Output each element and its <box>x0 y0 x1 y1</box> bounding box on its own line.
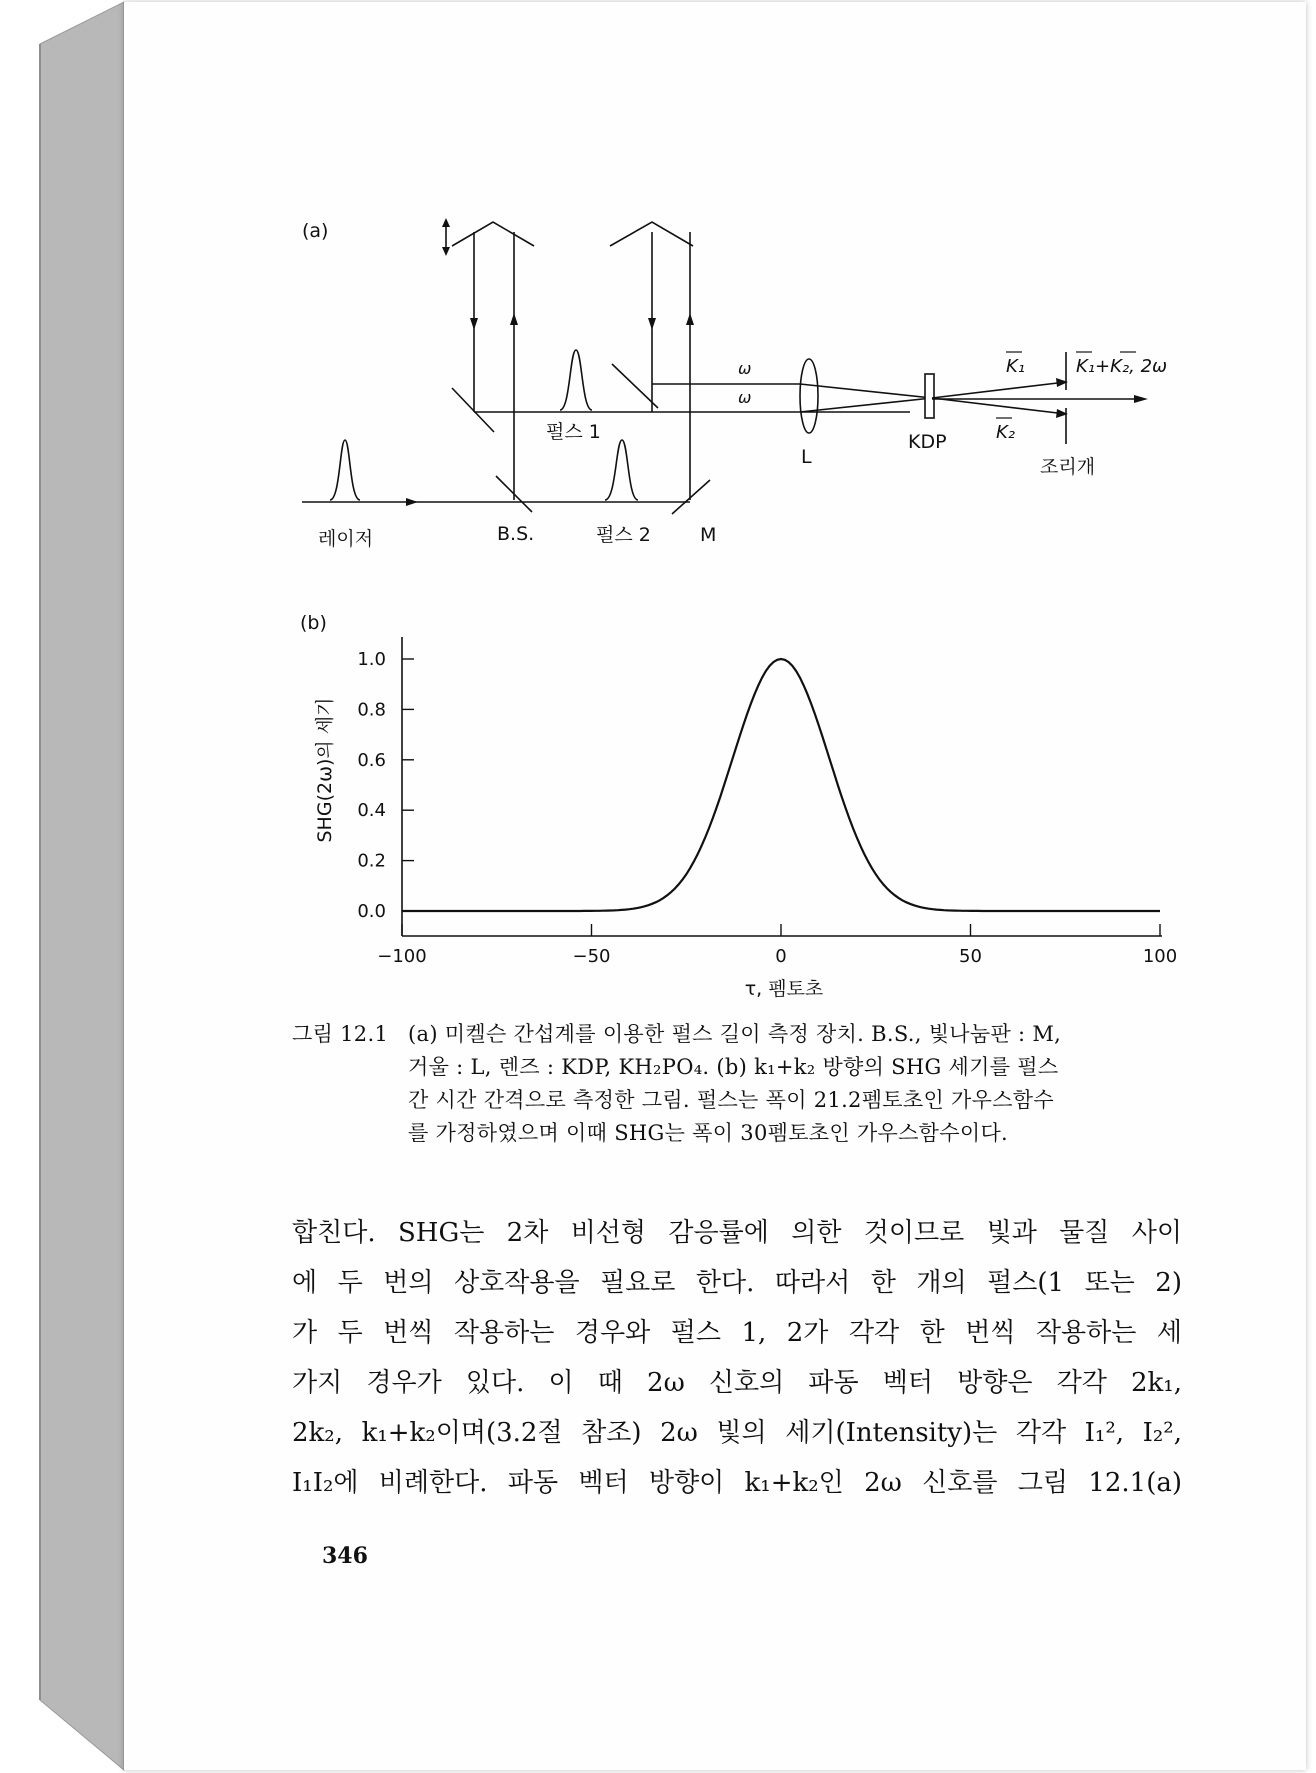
caption-line: (a) 미켈슨 간섭계를 이용한 펄스 길이 측정 장치. B.S., 빛나눔판 : M, <box>408 1022 1062 1046</box>
omega-bottom-label: ω <box>738 388 752 407</box>
lens <box>800 359 818 433</box>
page-number: 346 <box>322 1543 368 1569</box>
body-line: 가 두 번씩 작용하는 경우와 펄스 1, 2가 각각 한 번씩 작용하는 세 <box>292 1318 1182 1348</box>
y-tick-label: 0.8 <box>357 699 386 721</box>
k2-label: K₂ <box>996 422 1016 443</box>
caption-line: 간 시간 간격으로 측정한 그림. 펄스는 폭이 21.2펨토초인 가우스함수 <box>408 1088 1054 1112</box>
laser-label: 레이저 <box>318 528 374 550</box>
caption-line: 를 가정하였으며 이때 SHG는 폭이 30펨토초인 가우스함수이다. <box>408 1121 1008 1145</box>
mirror-m-label: M <box>700 524 717 546</box>
caption-line: 거울 : L, 렌즈 : KDP, KH₂PO₄. (b) k₁+k₂ 방향의 SHG 세기를 펄스 <box>408 1055 1059 1079</box>
x-tick-label: −100 <box>377 946 427 967</box>
figure-b-chart <box>300 612 1177 1000</box>
body-line: 에 두 번의 상호작용을 필요로 한다. 따라서 한 개의 펄스(1 또는 2) <box>292 1268 1182 1298</box>
aperture-label: 조리개 <box>1040 456 1096 478</box>
pulse-2-shape <box>605 440 638 500</box>
omega-top-label: ω <box>738 359 752 378</box>
mirror-m <box>672 480 710 514</box>
y-tick-label: 0.2 <box>357 850 386 872</box>
body-line: 가지 경우가 있다. 이 때 2ω 신호의 파동 벡터 방향은 각각 2k₁, <box>292 1368 1182 1398</box>
pulse-1-shape <box>560 350 592 410</box>
pulse-1-label: 펄스 1 <box>546 421 601 443</box>
figure-a-label: (a) <box>302 220 329 242</box>
sum-label: K₁+K₂, 2ω <box>1076 356 1168 377</box>
bs-label: B.S. <box>497 523 535 545</box>
body-line: 2k₂, k₁+k₂이며(3.2절 참조) 2ω 빛의 세기(Intensity)는 각각 I₁², I₂², <box>292 1418 1182 1448</box>
y-tick-label: 0.0 <box>357 901 386 922</box>
x-tick-label: −50 <box>572 946 611 967</box>
x-tick-label: 100 <box>1142 946 1178 967</box>
x-tick-label: 50 <box>959 946 982 967</box>
kdp-crystal <box>925 374 934 418</box>
y-tick-label: 0.4 <box>357 800 386 822</box>
figure-a-labels <box>318 352 1167 550</box>
mirror-mid <box>612 364 658 408</box>
pulse-2-label: 펄스 2 <box>596 524 651 546</box>
y-tick-label: 0.6 <box>357 749 386 771</box>
x-tick-label: 0 <box>775 946 787 967</box>
shg-curve <box>402 659 1160 911</box>
body-line: I₁I₂에 비례한다. 파동 벡터 방향이 k₁+k₂인 2ω 신호를 그림 12.1(a) <box>292 1468 1182 1498</box>
body-paragraph <box>292 1208 1182 1508</box>
y-tick-label: 1.0 <box>357 649 386 670</box>
figure-b-label: (b) <box>300 612 327 634</box>
caption-label: 그림 12.1 <box>292 1022 389 1046</box>
laser-pulse <box>330 440 360 500</box>
retroreflector-1 <box>452 222 534 246</box>
x-axis-label: τ, 펨토초 <box>744 978 824 1000</box>
y-axis-label: SHG(2ω)의 세기 <box>314 697 336 843</box>
k1-label: K₁ <box>1006 356 1026 377</box>
kdp-label: KDP <box>908 431 947 453</box>
figure-caption <box>292 1018 1182 1150</box>
lens-label: L <box>801 446 812 468</box>
mirror-left <box>452 388 494 432</box>
body-line: 합친다. SHG는 2차 비선형 감응률에 의한 것이므로 빛과 물질 사이 <box>292 1218 1182 1248</box>
